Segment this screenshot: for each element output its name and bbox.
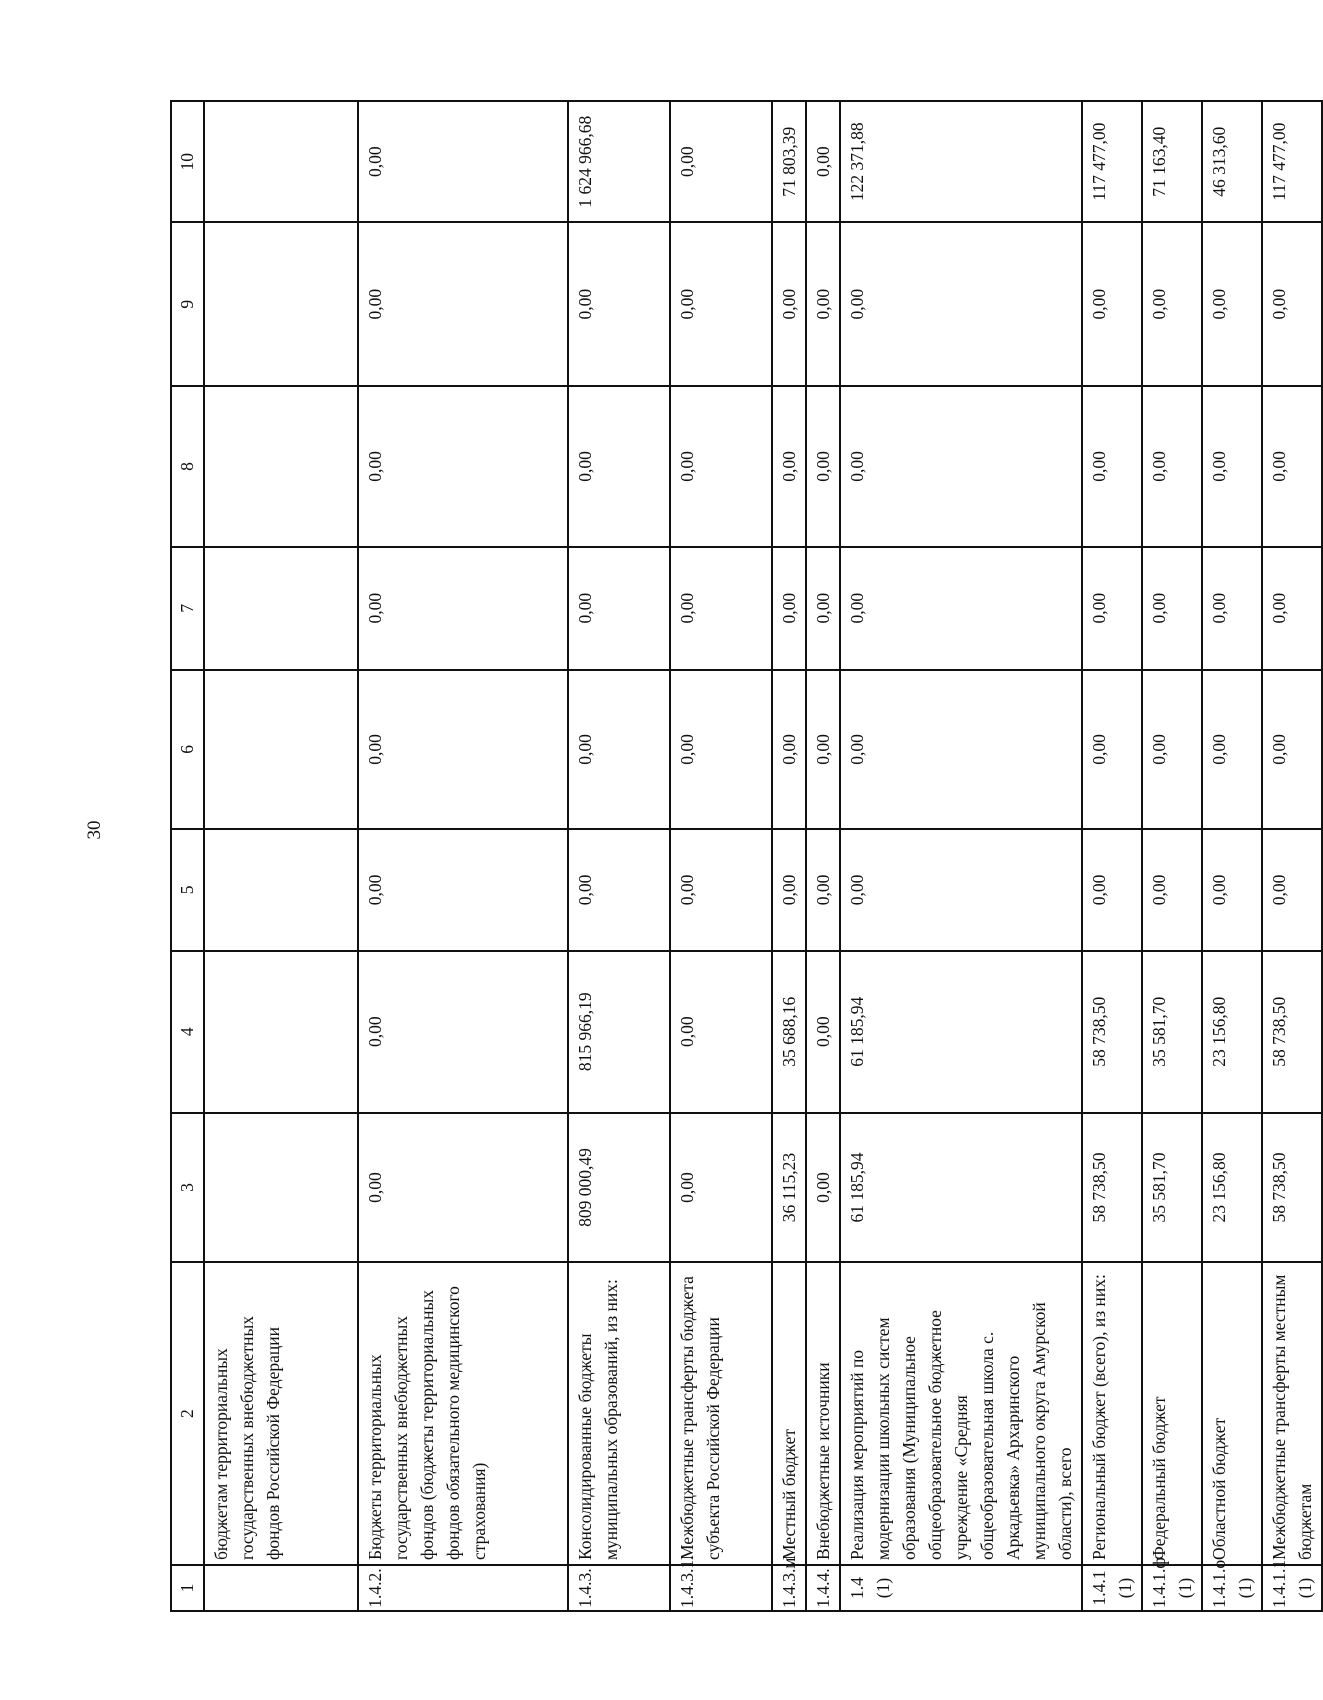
column-header: 8 [171,386,204,547]
value-col-9: 0,00 [358,222,568,386]
row-label: Местный бюджет [772,1262,806,1565]
row-code: 1.4.4. [806,1565,840,1611]
value-col-5: 0,00 [1142,829,1202,950]
column-header: 9 [171,222,204,386]
value-col-6: 0,00 [568,670,670,830]
value-col-7: 0,00 [1202,547,1262,670]
value-col-10: 71 803,39 [772,101,806,222]
value-col-7: 0,00 [670,547,772,670]
value-col-3: 58 738,50 [1082,1113,1142,1262]
table-row [840,101,1082,1611]
row-code [204,1565,358,1611]
page-number: 30 [84,820,105,840]
table-row [806,101,840,1611]
value-col-5: 0,00 [840,829,1082,950]
value-col-4: 23 156,80 [1202,951,1262,1113]
column-header: 7 [171,547,204,670]
row-code: 1.4.1.о (1) [1202,1565,1262,1611]
value-col-7: 0,00 [1262,547,1322,670]
budget-table [170,100,1323,1612]
row-code: 1.4.2. [358,1565,568,1611]
value-col-10: 1 624 966,68 [568,101,670,222]
table-row [670,101,772,1611]
table-row [358,101,568,1611]
value-col-6: 0,00 [1202,670,1262,830]
value-col-10 [204,101,358,222]
row-code: 1.4.3. [568,1565,670,1611]
value-col-7: 0,00 [806,547,840,670]
value-col-6: 0,00 [806,670,840,830]
value-col-5: 0,00 [1262,829,1322,950]
value-col-6: 0,00 [840,670,1082,830]
value-col-5: 0,00 [806,829,840,950]
row-code: 1.4.3.м [772,1565,806,1611]
value-col-10: 117 477,00 [1082,101,1142,222]
value-col-10: 117 477,00 [1262,101,1322,222]
value-col-6 [204,670,358,830]
value-col-6: 0,00 [1262,670,1322,830]
value-col-5: 0,00 [358,829,568,950]
row-code: 1.4.3.1. [670,1565,772,1611]
value-col-5 [204,829,358,950]
row-label: Реализация мероприятий по модернизации школьных систем образования (Муниципальное общеобразовательное бюджетное учреждение «Средняя общеобразовательная школа с. Аркадьевка» Архаринского муниципального округа Амурской области), всего [840,1262,1082,1565]
column-header: 6 [171,670,204,830]
value-col-7 [204,547,358,670]
value-col-10: 46 313,60 [1202,101,1262,222]
value-col-9: 0,00 [840,222,1082,386]
value-col-4: 58 738,50 [1082,951,1142,1113]
value-col-4 [204,951,358,1113]
value-col-4: 815 966,19 [568,951,670,1113]
value-col-9: 0,00 [568,222,670,386]
value-col-10: 71 163,40 [1142,101,1202,222]
value-col-4: 0,00 [670,951,772,1113]
table-header-row [171,101,204,1611]
table-row [1202,101,1262,1611]
value-col-4: 58 738,50 [1262,951,1322,1113]
value-col-10: 0,00 [806,101,840,222]
value-col-6: 0,00 [670,670,772,830]
value-col-8: 0,00 [772,386,806,547]
value-col-4: 35 688,16 [772,951,806,1113]
value-col-7: 0,00 [568,547,670,670]
value-col-9: 0,00 [1142,222,1202,386]
value-col-8: 0,00 [1142,386,1202,547]
column-header: 1 [171,1565,204,1611]
row-code: 1.4 (1) [840,1565,1082,1611]
value-col-7: 0,00 [358,547,568,670]
value-col-5: 0,00 [772,829,806,950]
value-col-5: 0,00 [568,829,670,950]
table-row [772,101,806,1611]
value-col-5: 0,00 [670,829,772,950]
row-label: Федеральный бюджет [1142,1262,1202,1565]
value-col-6: 0,00 [358,670,568,830]
row-code: 1.4.1 (1) [1082,1565,1142,1611]
table-row [568,101,670,1611]
row-label: Консолидированные бюджеты муниципальных образований, из них: [568,1262,670,1565]
value-col-9: 0,00 [670,222,772,386]
value-col-7: 0,00 [1082,547,1142,670]
column-header: 10 [171,101,204,222]
column-header: 3 [171,1113,204,1262]
value-col-8 [204,386,358,547]
table-row [1082,101,1142,1611]
value-col-8: 0,00 [1202,386,1262,547]
value-col-9: 0,00 [772,222,806,386]
value-col-9: 0,00 [1262,222,1322,386]
value-col-3: 0,00 [358,1113,568,1262]
value-col-7: 0,00 [840,547,1082,670]
value-col-4: 0,00 [358,951,568,1113]
table-row [204,101,358,1611]
value-col-8: 0,00 [568,386,670,547]
row-label: Региональный бюджет (всего), из них: [1082,1262,1142,1565]
value-col-9 [204,222,358,386]
row-code: 1.4.1.1 (1) [1262,1565,1322,1611]
value-col-8: 0,00 [358,386,568,547]
row-code: 1.4.1.ф (1) [1142,1565,1202,1611]
value-col-6: 0,00 [772,670,806,830]
value-col-4: 35 581,70 [1142,951,1202,1113]
value-col-8: 0,00 [840,386,1082,547]
value-col-7: 0,00 [772,547,806,670]
table-row [1262,101,1322,1611]
value-col-5: 0,00 [1202,829,1262,950]
value-col-7: 0,00 [1142,547,1202,670]
value-col-4: 61 185,94 [840,951,1082,1113]
value-col-3: 36 115,23 [772,1113,806,1262]
row-label: Межбюджетные трансферты местным бюджетам [1262,1262,1322,1565]
value-col-10: 122 371,88 [840,101,1082,222]
column-header: 4 [171,951,204,1113]
value-col-9: 0,00 [806,222,840,386]
row-label: Бюджеты территориальных государственных внебюджетных фондов (бюджеты территориальных фондов обязательного медицинского страхования) [358,1262,568,1565]
row-label: Межбюджетные трансферты бюджета субъекта Российской Федерации [670,1262,772,1565]
row-label: Внебюджетные источники [806,1262,840,1565]
value-col-9: 0,00 [1082,222,1142,386]
column-header: 2 [171,1262,204,1565]
value-col-3: 23 156,80 [1202,1113,1262,1262]
value-col-8: 0,00 [1262,386,1322,547]
value-col-3: 58 738,50 [1262,1113,1322,1262]
row-label: Областной бюджет [1202,1262,1262,1565]
table-row [1142,101,1202,1611]
column-header: 5 [171,829,204,950]
value-col-4: 0,00 [806,951,840,1113]
value-col-6: 0,00 [1082,670,1142,830]
value-col-10: 0,00 [670,101,772,222]
value-col-8: 0,00 [670,386,772,547]
budget-table-container [170,100,1315,1612]
value-col-3: 0,00 [670,1113,772,1262]
value-col-10: 0,00 [358,101,568,222]
value-col-3: 0,00 [806,1113,840,1262]
value-col-5: 0,00 [1082,829,1142,950]
value-col-9: 0,00 [1202,222,1262,386]
value-col-3: 61 185,94 [840,1113,1082,1262]
value-col-3 [204,1113,358,1262]
value-col-8: 0,00 [806,386,840,547]
value-col-8: 0,00 [1082,386,1142,547]
row-label: бюджетам территориальных государственных внебюджетных фондов Российской Федерации [204,1262,358,1565]
value-col-3: 809 000,49 [568,1113,670,1262]
value-col-3: 35 581,70 [1142,1113,1202,1262]
value-col-6: 0,00 [1142,670,1202,830]
